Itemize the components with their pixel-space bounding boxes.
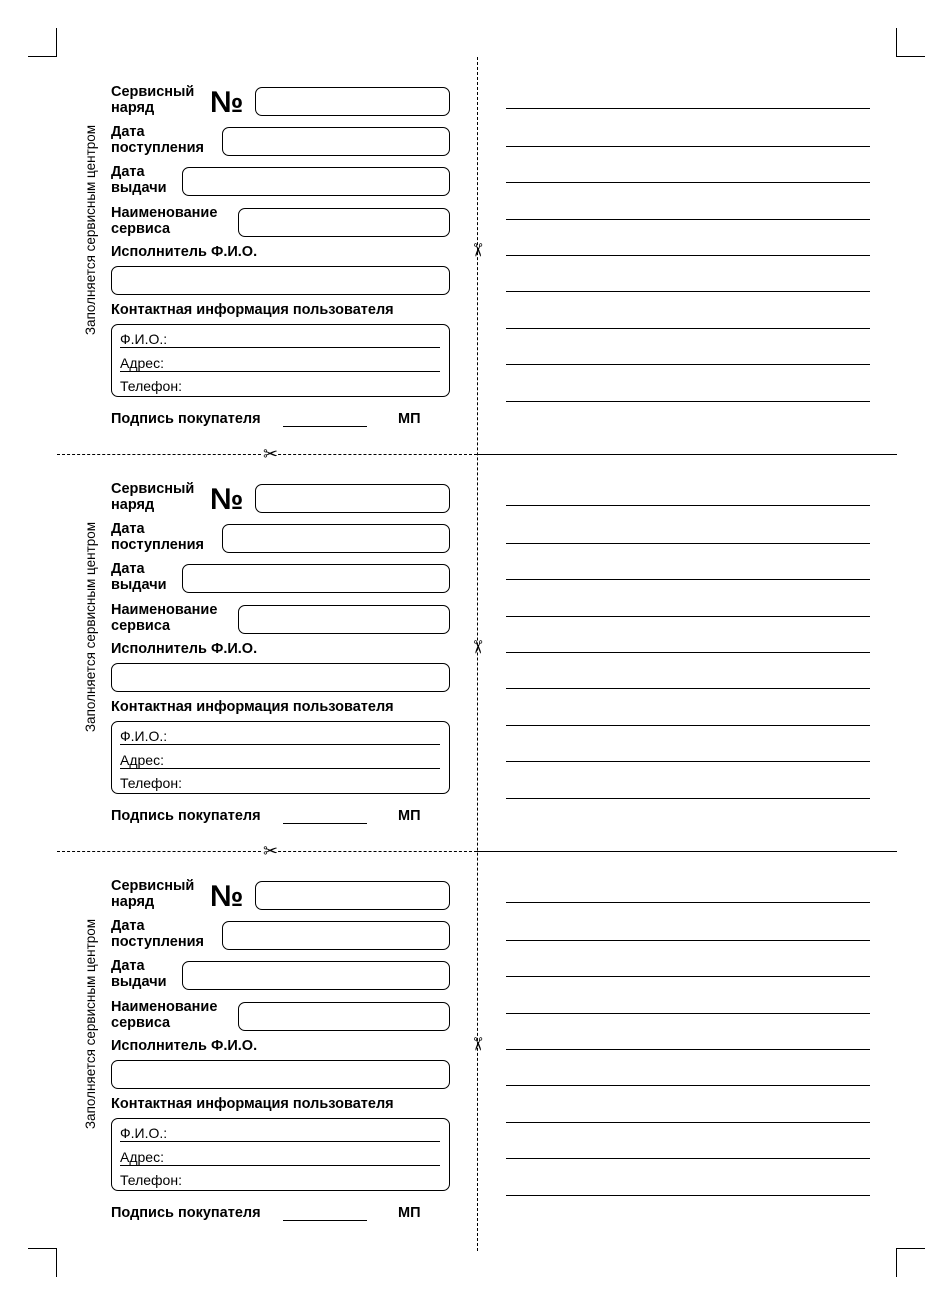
note-line[interactable] <box>506 761 870 762</box>
issued-date-field[interactable] <box>182 167 450 196</box>
executor-field[interactable] <box>111 1060 450 1089</box>
crop-mark-top-left-h <box>28 56 57 57</box>
executor-label: Исполнитель Ф.И.О. <box>111 641 258 657</box>
note-line[interactable] <box>506 364 870 365</box>
note-line[interactable] <box>506 1085 870 1086</box>
contact-box <box>111 1118 450 1191</box>
note-line[interactable] <box>506 182 870 183</box>
service-coupon <box>0 80 952 477</box>
service-name-field[interactable] <box>238 1002 450 1031</box>
phone-field[interactable]: Телефон: <box>120 1172 182 1188</box>
crop-mark-top-right-v <box>896 28 897 57</box>
received-date-label: Дата поступления <box>111 521 204 553</box>
note-line[interactable] <box>506 1158 870 1159</box>
address-field[interactable]: Адрес: <box>120 355 440 372</box>
service-name-label: Наименование сервиса <box>111 205 218 237</box>
phone-field[interactable]: Телефон: <box>120 378 182 394</box>
issued-date-label: Дата выдачи <box>111 561 167 593</box>
fio-field[interactable]: Ф.И.О.: <box>120 728 440 745</box>
executor-label: Исполнитель Ф.И.О. <box>111 244 258 260</box>
note-line[interactable] <box>506 1049 870 1050</box>
stamp-label: МП <box>398 808 421 824</box>
note-line[interactable] <box>506 725 870 726</box>
scissors-icon: ✂ <box>466 1036 488 1052</box>
note-line[interactable] <box>506 505 870 506</box>
issued-date-label: Дата выдачи <box>111 958 167 990</box>
scissors-icon: ✂ <box>263 444 279 465</box>
executor-field[interactable] <box>111 663 450 692</box>
received-date-label: Дата поступления <box>111 124 204 156</box>
order-number-field[interactable] <box>255 881 450 910</box>
received-date-field[interactable] <box>222 127 450 156</box>
order-number-field[interactable] <box>255 87 450 116</box>
note-line[interactable] <box>506 146 870 147</box>
service-coupon <box>0 874 952 1271</box>
service-name-field[interactable] <box>238 605 450 634</box>
note-line[interactable] <box>506 401 870 402</box>
note-line[interactable] <box>506 255 870 256</box>
note-line[interactable] <box>506 940 870 941</box>
crop-mark-top-left-v <box>56 28 57 57</box>
scissors-icon: ✂ <box>466 639 488 655</box>
order-label: Сервисный наряд <box>111 84 195 116</box>
received-date-field[interactable] <box>222 921 450 950</box>
number-sign: № <box>210 483 244 516</box>
order-number-field[interactable] <box>255 484 450 513</box>
side-label: Заполняется сервисным центром <box>83 918 98 1130</box>
side-label: Заполняется сервисным центром <box>83 124 98 336</box>
note-line[interactable] <box>506 219 870 220</box>
phone-field[interactable]: Телефон: <box>120 775 182 791</box>
fio-field[interactable]: Ф.И.О.: <box>120 1125 440 1142</box>
note-line[interactable] <box>506 1122 870 1123</box>
contact-box <box>111 721 450 794</box>
note-line[interactable] <box>506 543 870 544</box>
note-line[interactable] <box>506 688 870 689</box>
note-line[interactable] <box>506 1013 870 1014</box>
address-field[interactable]: Адрес: <box>120 752 440 769</box>
stamp-label: МП <box>398 411 421 427</box>
service-name-field[interactable] <box>238 208 450 237</box>
fio-field[interactable]: Ф.И.О.: <box>120 331 440 348</box>
signature-line[interactable] <box>283 426 367 427</box>
note-line[interactable] <box>506 291 870 292</box>
crop-mark-top-right-h <box>896 56 925 57</box>
number-sign: № <box>210 86 244 119</box>
issued-date-field[interactable] <box>182 564 450 593</box>
signature-label: Подпись покупателя <box>111 808 261 824</box>
contact-box <box>111 324 450 397</box>
order-label: Сервисный наряд <box>111 481 195 513</box>
contact-header: Контактная информация пользователя <box>111 699 394 715</box>
received-date-label: Дата поступления <box>111 918 204 950</box>
service-name-label: Наименование сервиса <box>111 602 218 634</box>
executor-field[interactable] <box>111 266 450 295</box>
signature-label: Подпись покупателя <box>111 1205 261 1221</box>
number-sign: № <box>210 880 244 913</box>
service-coupon <box>0 477 952 874</box>
signature-label: Подпись покупателя <box>111 411 261 427</box>
scissors-icon: ✂ <box>466 242 488 258</box>
note-line[interactable] <box>506 652 870 653</box>
scissors-icon: ✂ <box>263 841 279 862</box>
note-line[interactable] <box>506 798 870 799</box>
note-line[interactable] <box>506 616 870 617</box>
note-line[interactable] <box>506 1195 870 1196</box>
service-name-label: Наименование сервиса <box>111 999 218 1031</box>
order-label: Сервисный наряд <box>111 878 195 910</box>
stamp-label: МП <box>398 1205 421 1221</box>
signature-line[interactable] <box>283 823 367 824</box>
note-line[interactable] <box>506 976 870 977</box>
note-line[interactable] <box>506 328 870 329</box>
note-line[interactable] <box>506 579 870 580</box>
note-line[interactable] <box>506 902 870 903</box>
address-field[interactable]: Адрес: <box>120 1149 440 1166</box>
side-label: Заполняется сервисным центром <box>83 521 98 733</box>
issued-date-field[interactable] <box>182 961 450 990</box>
contact-header: Контактная информация пользователя <box>111 302 394 318</box>
executor-label: Исполнитель Ф.И.О. <box>111 1038 258 1054</box>
signature-line[interactable] <box>283 1220 367 1221</box>
issued-date-label: Дата выдачи <box>111 164 167 196</box>
contact-header: Контактная информация пользователя <box>111 1096 394 1112</box>
received-date-field[interactable] <box>222 524 450 553</box>
note-line[interactable] <box>506 108 870 109</box>
